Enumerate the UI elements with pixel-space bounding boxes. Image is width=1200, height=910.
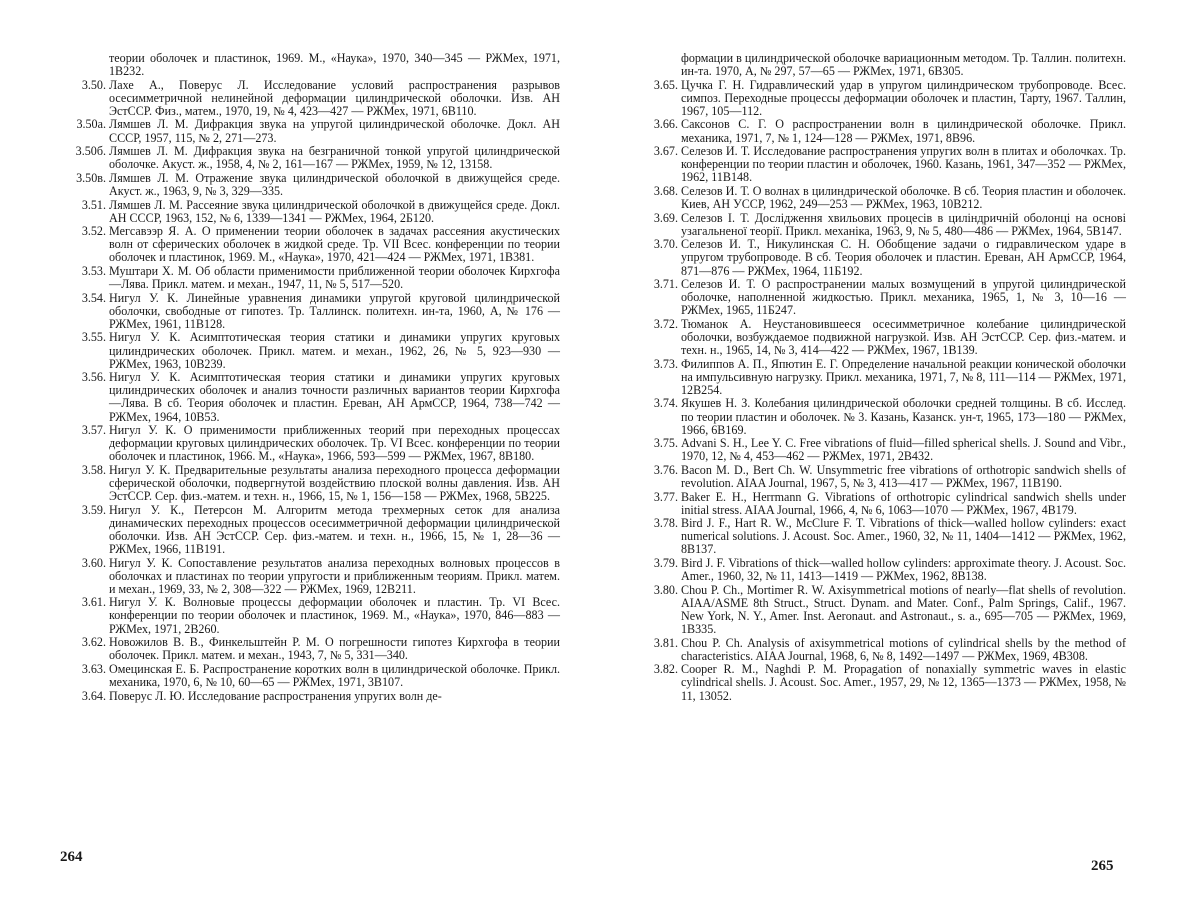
entry-text: Цучка Г. Н. Гидравлический удар в упругом цилиндрическом трубопроводе. Всес. симпоз. Переходные процессы деформации оболочек и пластин, Тарту, 1967. Таллин, 1967, 105—112. — [681, 77, 1126, 118]
entry-text: Омецинская Е. Б. Распространение коротких волн в цилиндрической оболочке. Прикл. механика, 1970, 6, № 10, 60—65 — РЖМех, 1971, 3В107. — [109, 661, 560, 689]
left-page — [74, 52, 560, 703]
entry-text: Нигул У. К. Линейные уравнения динамики упругой круговой цилиндрической оболочки, свободные от гипотез. Тр. Таллинск. политехн. ин-та, 1960, А, № 176 — РЖМех, 1961, 11В128. — [109, 290, 560, 331]
entry-number: 3.59. — [81, 502, 106, 517]
reference-entry — [74, 118, 560, 144]
reference-entry — [646, 118, 1126, 144]
entry-number: 3.69. — [653, 210, 678, 225]
right-reference-list — [646, 52, 1126, 703]
entry-text: Нигул У. К. Асимптотическая теория статики и динамики упругих круговых цилиндрических оболочек и анализ точности различных вариантов теории Кирхгофа—Лява. В сб. Теория оболочек и пластин. Ереван, АН АрмССР, 1964, 738—742 — РЖМех, 1964, 10В53. — [109, 370, 560, 424]
entry-text: Поверус Л. Ю. Исследование распространения упругих волн де- — [109, 688, 442, 703]
entry-number: 3.81. — [653, 635, 678, 650]
reference-entry — [74, 424, 560, 463]
entry-number: 3.82. — [653, 662, 678, 677]
reference-entry — [74, 464, 560, 503]
entry-text: Лямшев Л. М. Рассеяние звука цилиндрической оболочкой в движущейся среде. Докл. АН СССР, 1963, 152, № 6, 1339—1341 — РЖМех, 1964, 2Б120. — [109, 197, 560, 225]
reference-entry — [646, 358, 1126, 397]
entry-text: Лямшев Л. М. Дифракция звука на упругой цилиндрической оболочке. Докл. АН СССР, 1957, 115, № 2, 271—273. — [109, 117, 560, 145]
reference-entry — [646, 212, 1126, 238]
left-reference-list — [74, 52, 560, 703]
reference-entry — [646, 397, 1126, 436]
continuation-entry — [74, 52, 560, 78]
entry-text: Селезов І. Т. Дослідження хвильових процесів в циліндричній оболонці на основі узагальненої теорії. Прикл. механіка, 1963, 9, № 5, 480—486 — РЖМех, 1964, 5В147. — [681, 210, 1126, 238]
reference-entry — [74, 79, 560, 118]
reference-entry — [74, 557, 560, 596]
entry-number: 3.68. — [653, 183, 678, 198]
entry-number: 3.76. — [653, 462, 678, 477]
reference-entry — [74, 331, 560, 370]
entry-text: теории оболочек и пластинок, 1969. М., «Наука», 1970, 340—345 — РЖМех, 1971, 1В232. — [109, 51, 560, 79]
entry-number: 3.80. — [653, 582, 678, 597]
reference-entry — [74, 371, 560, 423]
entry-text: Лямшев Л. М. Отражение звука цилиндрической оболочкой в движущейся среде. Акуст. ж., 1963, 9, № 3, 329—335. — [109, 170, 560, 198]
reference-entry — [74, 265, 560, 291]
reference-entry — [74, 596, 560, 635]
entry-text: Bacon M. D., Bert Ch. W. Unsymmetric free vibrations of orthotropic sandwich shells of revolution. AIAA Journal, 1967, 5, № 3, 413—417 — РЖМех, 1967, 11В190. — [681, 462, 1126, 490]
entry-number: 3.63. — [81, 661, 106, 676]
continuation-entry — [646, 52, 1126, 78]
entry-text: Нигул У. К. Сопоставление результатов анализа переходных волновых процессов в оболочках и пластинах по теории упругости и приближенным теориям. Прикл. матем. и механ., 1969, 33, № 2, 308—322 — РЖМех, 1969, 12В211. — [109, 555, 560, 596]
entry-number: 3.64. — [81, 688, 106, 703]
reference-entry — [646, 637, 1126, 663]
entry-number: 3.57. — [81, 423, 106, 438]
entry-text: Нигул У. К. Предварительные результаты анализа переходного процесса деформации сферической оболочки, подвергнутой воздействию плоской волны давления. Изв. АН ЭстССР. Сер. физ.-матем. и техн. н., 1966, 15, № 1, 156—158 — РЖМех, 1968, 5В225. — [109, 462, 560, 504]
entry-number: 3.58. — [81, 462, 106, 477]
reference-entry — [646, 318, 1126, 357]
page-number-right: 265 — [1091, 858, 1114, 874]
reference-entry — [646, 663, 1126, 702]
entry-text: Саксонов С. Г. О распространении волн в цилиндрической оболочке. Прикл. механика, 1971, 7, № 1, 124—128 — РЖМех, 1971, 8В96. — [681, 117, 1126, 145]
reference-entry — [74, 636, 560, 662]
entry-text: Chou P. Ch. Analysis of axisymmetrical motions of cylindrical shells by the method of characteristics. AIAA Journal, 1968, 6, № 8, 1492—1497 — РЖМех, 1969, 4В308. — [681, 635, 1126, 663]
entry-number: 3.71. — [653, 277, 678, 292]
entry-number: 3.50в. — [76, 170, 106, 185]
entry-text: Cooper R. M., Naghdi P. M. Propagation of nonaxially symmetric waves in elastic cylindrical shells. J. Acoust. Soc. Amer., 1957, 29, № 12, 1365—1373 — РЖМех, 1958, № 11, 13052. — [681, 662, 1126, 703]
entry-number: 3.53. — [81, 264, 106, 278]
entry-text: Селезов И. Т. Исследование распространения упругих волн в плитах и оболочках. Тр. конференции по теории пластин и оболочек, 1960. Казань, 1961, 347—352 — РЖМех, 1962, 11В148. — [681, 144, 1126, 185]
entry-number: 3.70. — [653, 237, 678, 252]
page-number-left: 264 — [60, 849, 83, 865]
reference-entry — [646, 464, 1126, 490]
reference-entry — [74, 663, 560, 689]
entry-text: Bird J. F., Hart R. W., McClure F. T. Vibrations of thick—walled hollow cylinders: exact numerical solutions. J. Acoust. Soc. Amer., 1960, 32, № 11, 1404—1412 — РЖМех, 1962, 8В137. — [681, 516, 1126, 557]
entry-number: 3.60. — [81, 555, 106, 570]
entry-number: 3.65. — [653, 77, 678, 92]
entry-number: 3.50. — [81, 77, 106, 92]
entry-text: Мегсавээр Я. А. О применении теории оболочек в задачах рассеяния акустических волн от сферических оболочек в жидкой среде. Тр. VII Всес. конференции по теории оболочек и пластинок, 1969. М., «Наука», 1970, 421—424 — РЖМех, 1971, 1В381. — [109, 224, 560, 265]
entry-text: Тюманок А. Неустановившееся осесимметричное колебание цилиндрической оболочки, возбуждаемое подвижной нагрузкой. Изв. АН ЭстССР. Сер. физ.-матем. и техн. н., 1965, 14, № 3, 414—422 — РЖМех, 1967, 1В139. — [681, 316, 1126, 358]
entry-number: 3.77. — [653, 489, 678, 504]
entry-text: Лямшев Л. М. Дифракция звука на безграничной тонкой упругой цилиндрической оболочке. Акуст. ж., 1958, 4, № 2, 161—167 — РЖМех, 1959, № 12, 13158. — [109, 144, 560, 172]
entry-number: 3.50б. — [75, 144, 106, 159]
entry-text: Филиппов А. П., Япютин Е. Г. Определение начальной реакции конической оболочки на импульсивную нагрузку. Прикл. механика, 1971, 7, № 8, 111—114 — РЖМех, 1971, 12В254. — [681, 356, 1126, 397]
entry-number: 3.72. — [653, 316, 678, 331]
entry-text: Лахе А., Поверус Л. Исследование условий распространения разрывов осесимметричной нелинейной деформации цилиндрической оболочки. Изв. АН ЭстССР. Физ., матем., 1970, 19, № 4, 423—427 — РЖМех, 1971, 6В110. — [109, 77, 560, 118]
entry-number: 3.66. — [653, 117, 678, 132]
entry-number: 3.73. — [653, 356, 678, 371]
entry-text: Baker E. H., Herrmann G. Vibrations of orthotropic cylindrical sandwich shells under initial stress. AIAA Journal, 1966, 4, № 6, 1063—1070 — РЖМех, 1967, 4В179. — [681, 489, 1126, 517]
reference-entry — [74, 199, 560, 225]
entry-text: Муштари Х. М. Об области применимости приближенной теории оболочек Кирхгофа—Лява. Прикл. матем. и механ., 1947, 11, № 5, 517—520. — [109, 264, 560, 292]
reference-entry — [646, 185, 1126, 211]
reference-entry — [646, 491, 1126, 517]
entry-text: Новожилов В. В., Финкельштейн Р. М. О погрешности гипотез Кирхгофа в теории оболочек. Прикл. матем. и механ., 1943, 7, № 5, 331—340. — [109, 635, 560, 663]
entry-text: Селезов И. Т. О волнах в цилиндрической оболочке. В сб. Теория пластин и оболочек. Киев, АН УССР, 1962, 249—253 — РЖМех, 1963, 10В212. — [681, 183, 1126, 212]
reference-entry — [74, 225, 560, 264]
reference-entry — [646, 517, 1126, 556]
entry-text: Нигул У. К. Волновые процессы деформации оболочек и пластин. Тр. VI Всес. конференции по теории оболочек и пластинок, 1969. М., «Наука», 1970, 846—883 — РЖМех, 1971, 2В260. — [109, 595, 560, 636]
entry-text: Якушев Н. З. Колебания цилиндрической оболочки средней толщины. В сб. Исслед. по теории пластин и оболочек. № 3. Казань, Казанск. ун-т, 1965, 173—180 — РЖМех, 1966, 6В169. — [681, 396, 1126, 437]
entry-text: формации в цилиндрической оболочке вариационным методом. Тр. Таллин. политехн. ин-та. 1970, А, № 297, 57—65 — РЖМех, 1971, 6В305. — [681, 51, 1126, 79]
entry-text: Нигул У. К. Асимптотическая теория статики и динамики упругих круговых цилиндрических оболочек. Прикл. матем. и механ., 1962, 26, № 5, 923—930 — РЖМех, 1963, 10В239. — [109, 330, 560, 371]
entry-text: Селезов И. Т., Никулинская С. Н. Обобщение задачи о гидравлическом ударе в упругом трубопроводе. В сб. Теория оболочек и пластин. Ереван, АН АрмССР, 1964, 871—876 — РЖМех, 1964, 11Б192. — [681, 237, 1126, 278]
reference-entry — [74, 145, 560, 171]
entry-number: 3.67. — [653, 144, 678, 159]
entry-number: 3.78. — [653, 516, 678, 531]
reference-entry — [646, 145, 1126, 184]
right-page — [646, 52, 1126, 703]
reference-entry — [646, 79, 1126, 118]
reference-entry — [646, 238, 1126, 277]
reference-entry — [646, 584, 1126, 636]
entry-number: 3.50а. — [76, 117, 106, 132]
reference-entry — [74, 504, 560, 556]
reference-entry — [646, 437, 1126, 463]
entry-number: 3.52. — [81, 224, 106, 239]
entry-number: 3.61. — [81, 595, 106, 610]
entry-number: 3.62. — [81, 635, 106, 650]
entry-text: Bird J. F. Vibrations of thick—walled hollow cylinders: approximate theory. J. Acoust. Soc. Amer., 1960, 32, № 11, 1413—1419 — РЖМех, 1962, 8В138. — [681, 556, 1126, 584]
reference-entry — [646, 278, 1126, 317]
reference-entry — [74, 172, 560, 198]
entry-number: 3.56. — [81, 370, 106, 385]
entry-number: 3.54. — [81, 290, 106, 305]
entry-text: Нигул У. К. О применимости приближенных теорий при переходных процессах деформации круговых цилиндрических оболочек. Тр. VI Всес. конференции по теории оболочек и пластинок, 1966. М., «Наука», 1966, 593—599 — РЖМех, 1967, 8В180. — [109, 423, 560, 464]
entry-text: Нигул У. К., Петерсон М. Алгоритм метода трехмерных сеток для анализа динамических переходных процессов осесимметричной деформации цилиндрической оболочки. Изв. АН ЭстССР. Сер. физ.-матем. и техн. н., 1966, 15, № 1, 28—36 — РЖМех, 1966, 11В191. — [109, 502, 560, 556]
entry-number: 3.51. — [81, 197, 106, 212]
entry-number: 3.75. — [653, 436, 678, 451]
entry-text: Advani S. H., Lee Y. C. Free vibrations of fluid—filled spherical shells. J. Sound and Vibr., 1970, 12, № 4, 453—462 — РЖМех, 1971, 2В432. — [681, 436, 1126, 464]
entry-number: 3.74. — [653, 396, 678, 411]
reference-entry — [646, 557, 1126, 583]
reference-entry — [74, 292, 560, 331]
reference-entry — [74, 690, 560, 703]
entry-number: 3.79. — [653, 556, 678, 571]
entry-text: Селезов И. Т. О распространении малых возмущений в упругой цилиндрической оболочке, наполненной жидкостью. Прикл. механика, 1965, 1, № 3, 10—16 — РЖМех, 1965, 11Б247. — [681, 277, 1126, 318]
entry-text: Chou P. Ch., Mortimer R. W. Axisymmetrical motions of nearly—flat shells of revolution. AIAA/ASME 8th Struct., Struct. Dynam. and Mater. Conf., Palm Springs, Calif., 1967. New York, N. Y., Amer. Inst. Aeronaut. and Astronaut., s. a., 695—705 — РЖМех, 1969, 1В335. — [681, 582, 1126, 637]
entry-number: 3.55. — [81, 330, 106, 345]
